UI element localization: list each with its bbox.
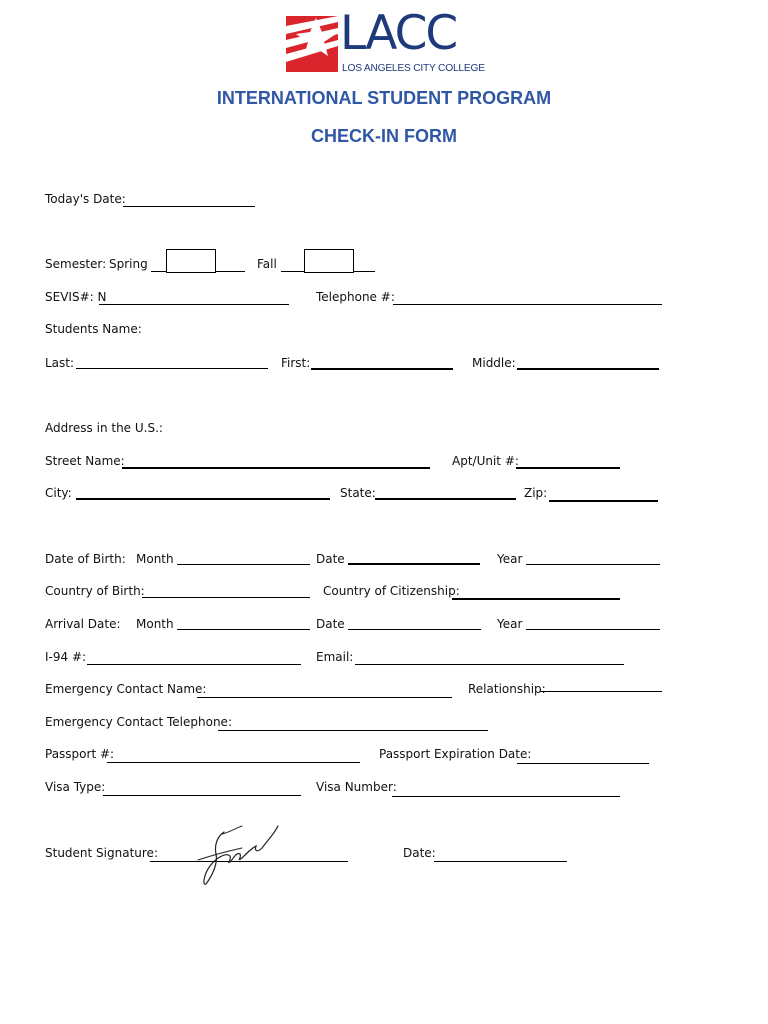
city-field[interactable] [76, 498, 330, 500]
logo-text: LACC [340, 6, 457, 61]
emergency-contact-telephone-field[interactable] [218, 730, 488, 731]
birth-month-label: Month [136, 552, 174, 566]
program-title: INTERNATIONAL STUDENT PROGRAM [216, 88, 552, 108]
lacc-star-mark-icon [286, 16, 338, 72]
relationship-label: Relationship: [468, 682, 546, 696]
state-field[interactable] [375, 498, 516, 500]
signature-date-field[interactable] [434, 861, 567, 862]
lacc-logo [286, 6, 486, 74]
arrival-date-day-label: Date [316, 617, 345, 631]
street-name-field[interactable] [122, 467, 430, 469]
apt-unit-label: Apt/Unit #: [452, 454, 519, 468]
emergency-contact-name-field[interactable] [197, 697, 452, 698]
birth-date-label: Date [316, 552, 345, 566]
signature-date-label: Date: [403, 846, 436, 860]
form-title: CHECK-IN FORM [311, 126, 457, 146]
arrival-year-field[interactable] [526, 629, 660, 630]
passport-label: Passport #: [45, 747, 115, 761]
last-name-label: Last: [45, 356, 75, 370]
handwritten-signature [196, 822, 282, 888]
students-name-label: Students Name: [45, 322, 142, 336]
zip-label: Zip: [524, 486, 548, 500]
emergency-contact-telephone-label: Emergency Contact Telephone: [45, 715, 232, 729]
fall-checkbox[interactable] [304, 249, 354, 273]
middle-name-label: Middle: [472, 356, 516, 370]
todays-date-field[interactable] [123, 206, 255, 207]
arrival-date-label: Arrival Date: [45, 617, 121, 631]
visa-type-field[interactable] [103, 795, 301, 796]
arrival-month-label: Month [136, 617, 174, 631]
passport-field[interactable] [107, 762, 360, 763]
country-of-citizenship-label: Country of Citizenship: [323, 584, 460, 598]
telephone-label: Telephone #: [316, 290, 395, 304]
apt-unit-field[interactable] [516, 467, 620, 469]
birth-year-label: Year [497, 552, 523, 566]
arrival-year-label: Year [497, 617, 523, 631]
last-name-field[interactable] [76, 368, 268, 369]
todays-date-label: Today's Date: [45, 192, 126, 206]
birth-date-field[interactable] [348, 563, 480, 565]
country-of-citizenship-field[interactable] [452, 598, 620, 600]
visa-number-field[interactable] [392, 796, 620, 797]
arrival-month-field[interactable] [177, 629, 310, 630]
first-name-label: First: [281, 356, 311, 370]
semester-label: Semester: [45, 257, 107, 271]
arrival-day-field[interactable] [348, 629, 481, 630]
date-of-birth-label: Date of Birth: [45, 552, 126, 566]
street-name-label: Street Name: [45, 454, 125, 468]
zip-field[interactable] [549, 500, 658, 502]
state-label: State: [340, 486, 376, 500]
telephone-field[interactable] [393, 304, 662, 305]
spring-label: Spring [109, 257, 148, 271]
i94-label: I-94 #: [45, 650, 87, 664]
relationship-field[interactable] [540, 691, 662, 692]
student-signature-label: Student Signature: [45, 846, 158, 860]
i94-field[interactable] [87, 664, 301, 665]
middle-name-field[interactable] [517, 368, 659, 370]
country-of-birth-label: Country of Birth: [45, 584, 145, 598]
country-of-birth-field[interactable] [142, 597, 310, 598]
sevis-field[interactable] [99, 304, 289, 305]
birth-month-field[interactable] [177, 564, 310, 565]
passport-expiration-field[interactable] [517, 763, 649, 764]
email-field[interactable] [355, 664, 624, 665]
sevis-label: SEVIS#: N [45, 290, 107, 304]
birth-year-field[interactable] [526, 564, 660, 565]
city-label: City: [45, 486, 72, 500]
spring-checkbox[interactable] [166, 249, 216, 273]
fall-label: Fall [257, 257, 277, 271]
first-name-field[interactable] [311, 368, 453, 370]
logo-subtitle: LOS ANGELES CITY COLLEGE [342, 63, 485, 74]
email-label: Email: [316, 650, 354, 664]
emergency-contact-name-label: Emergency Contact Name: [45, 682, 207, 696]
visa-number-label: Visa Number: [316, 780, 397, 794]
address-label: Address in the U.S.: [45, 421, 163, 435]
visa-type-label: Visa Type: [45, 780, 106, 794]
passport-expiration-label: Passport Expiration Date: [379, 747, 532, 761]
